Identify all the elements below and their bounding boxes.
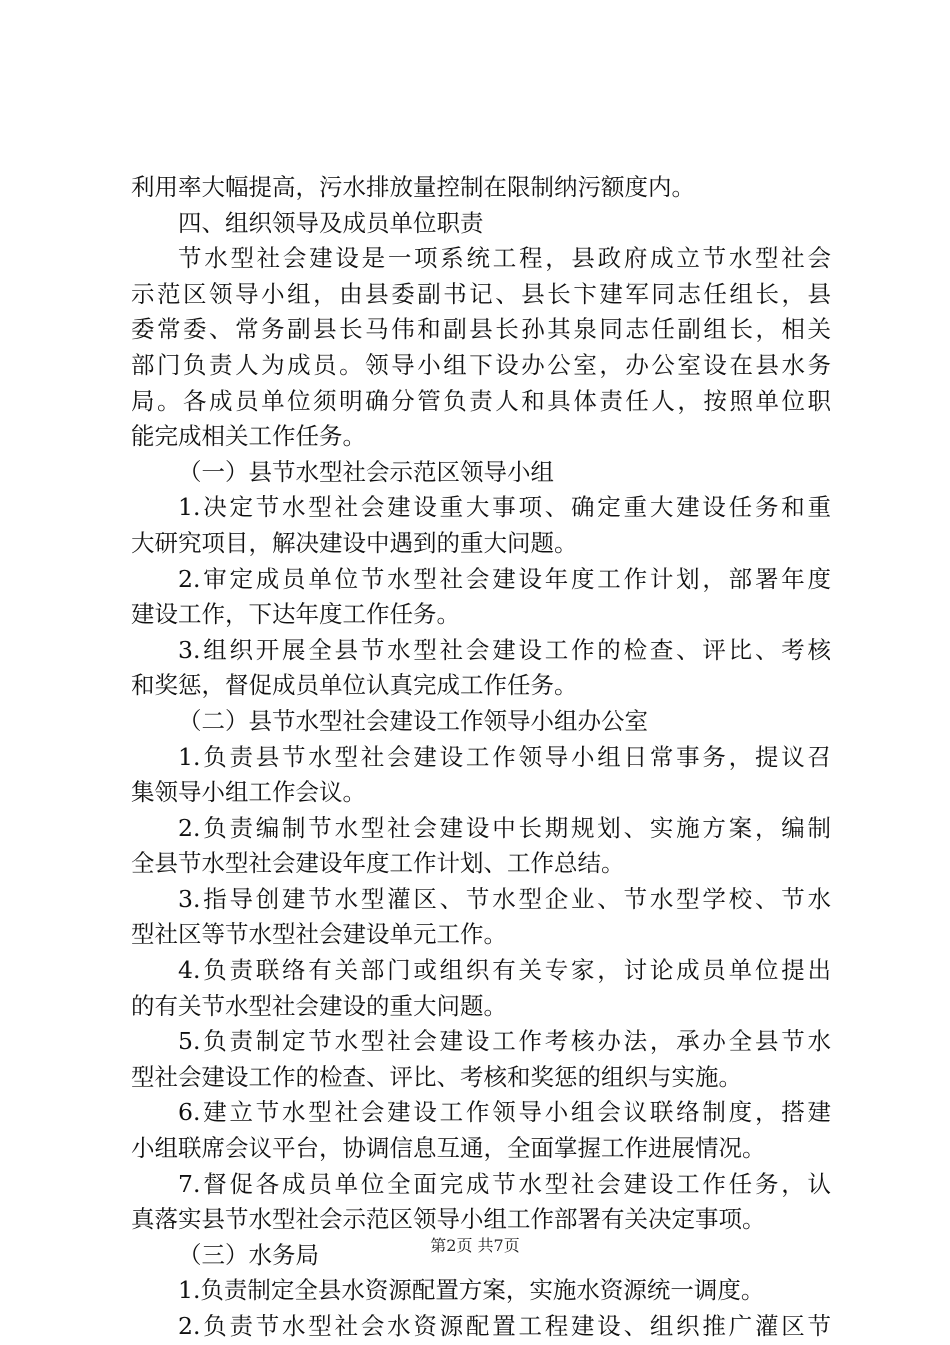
list-item-line: 和奖惩，督促成员单位认真完成工作任务。: [131, 671, 578, 700]
list-item-line: 5.负责制定节水型社会建设工作考核办法，承办全县节水: [178, 1027, 831, 1056]
list-item-line: 型社会建设工作的检查、评比、考核和奖惩的组织与实施。: [131, 1062, 742, 1091]
subsection-heading: （二）县节水型社会建设工作领导小组办公室: [178, 706, 648, 735]
list-item-line: 2.审定成员单位节水型社会建设年度工作计划，部署年度: [178, 564, 831, 593]
list-item-line: 真落实县节水型社会示范区领导小组工作部署有关决定事项。: [131, 1205, 766, 1234]
list-item-line: 1.负责县节水型社会建设工作领导小组日常事务，提议召: [178, 742, 831, 771]
list-item-line: 的有关节水型社会建设的重大问题。: [131, 991, 507, 1020]
paragraph-line: 部门负责人为成员。领导小组下设办公室，办公室设在县水务: [131, 350, 831, 379]
list-item-line: 建设工作，下达年度工作任务。: [131, 600, 460, 629]
list-item-line: 3.指导创建节水型灌区、节水型企业、节水型学校、节水: [178, 884, 831, 913]
list-item-line: 集领导小组工作会议。: [131, 778, 366, 807]
list-item-line: 全县节水型社会建设年度工作计划、工作总结。: [131, 849, 625, 878]
subsection-heading: （三）水务局: [178, 1240, 319, 1269]
list-item-line: 1.负责制定全县水资源配置方案，实施水资源统一调度。: [178, 1276, 765, 1305]
list-item-line: 大研究项目，解决建设中遇到的重大问题。: [131, 528, 578, 557]
list-item-line: 1.决定节水型社会建设重大事项、确定重大建设任务和重: [178, 493, 831, 522]
subsection-heading: （一）县节水型社会示范区领导小组: [178, 457, 554, 486]
list-item-line: 小组联席会议平台，协调信息互通，全面掌握工作进展情况。: [131, 1134, 766, 1163]
list-item-line: 3.组织开展全县节水型社会建设工作的检查、评比、考核: [178, 635, 831, 664]
paragraph-line: 节水型社会建设是一项系统工程，县政府成立节水型社会: [178, 244, 831, 273]
paragraph-line: 局。各成员单位须明确分管负责人和具体责任人，按照单位职: [131, 386, 831, 415]
paragraph-line: 委常委、常务副县长马伟和副县长孙其泉同志任副组长，相关: [131, 315, 831, 344]
paragraph-line: 示范区领导小组，由县委副书记、县长卞建军同志任组长，县: [131, 279, 831, 308]
body-text: [131, 170, 831, 1345]
list-item-line: 型社区等节水型社会建设单元工作。: [131, 920, 507, 949]
list-item-line: 7.督促各成员单位全面完成节水型社会建设工作任务，认: [178, 1169, 831, 1198]
list-item-line: 2.负责节水型社会水资源配置工程建设、组织推广灌区节: [178, 1312, 831, 1340]
list-item-line: 6.建立节水型社会建设工作领导小组会议联络制度，搭建: [178, 1098, 831, 1127]
text-line: 利用率大幅提高，污水排放量控制在限制纳污额度内。: [131, 173, 695, 201]
page-footer: 第2页 共7页: [430, 1236, 520, 1255]
list-item-line: 4.负责联络有关部门或组织有关专家，讨论成员单位提出: [178, 956, 831, 985]
paragraph-line: 能完成相关工作任务。: [131, 422, 366, 451]
section-heading: 四、组织领导及成员单位职责: [178, 208, 484, 237]
list-item-line: 2.负责编制节水型社会建设中长期规划、实施方案，编制: [178, 813, 831, 842]
